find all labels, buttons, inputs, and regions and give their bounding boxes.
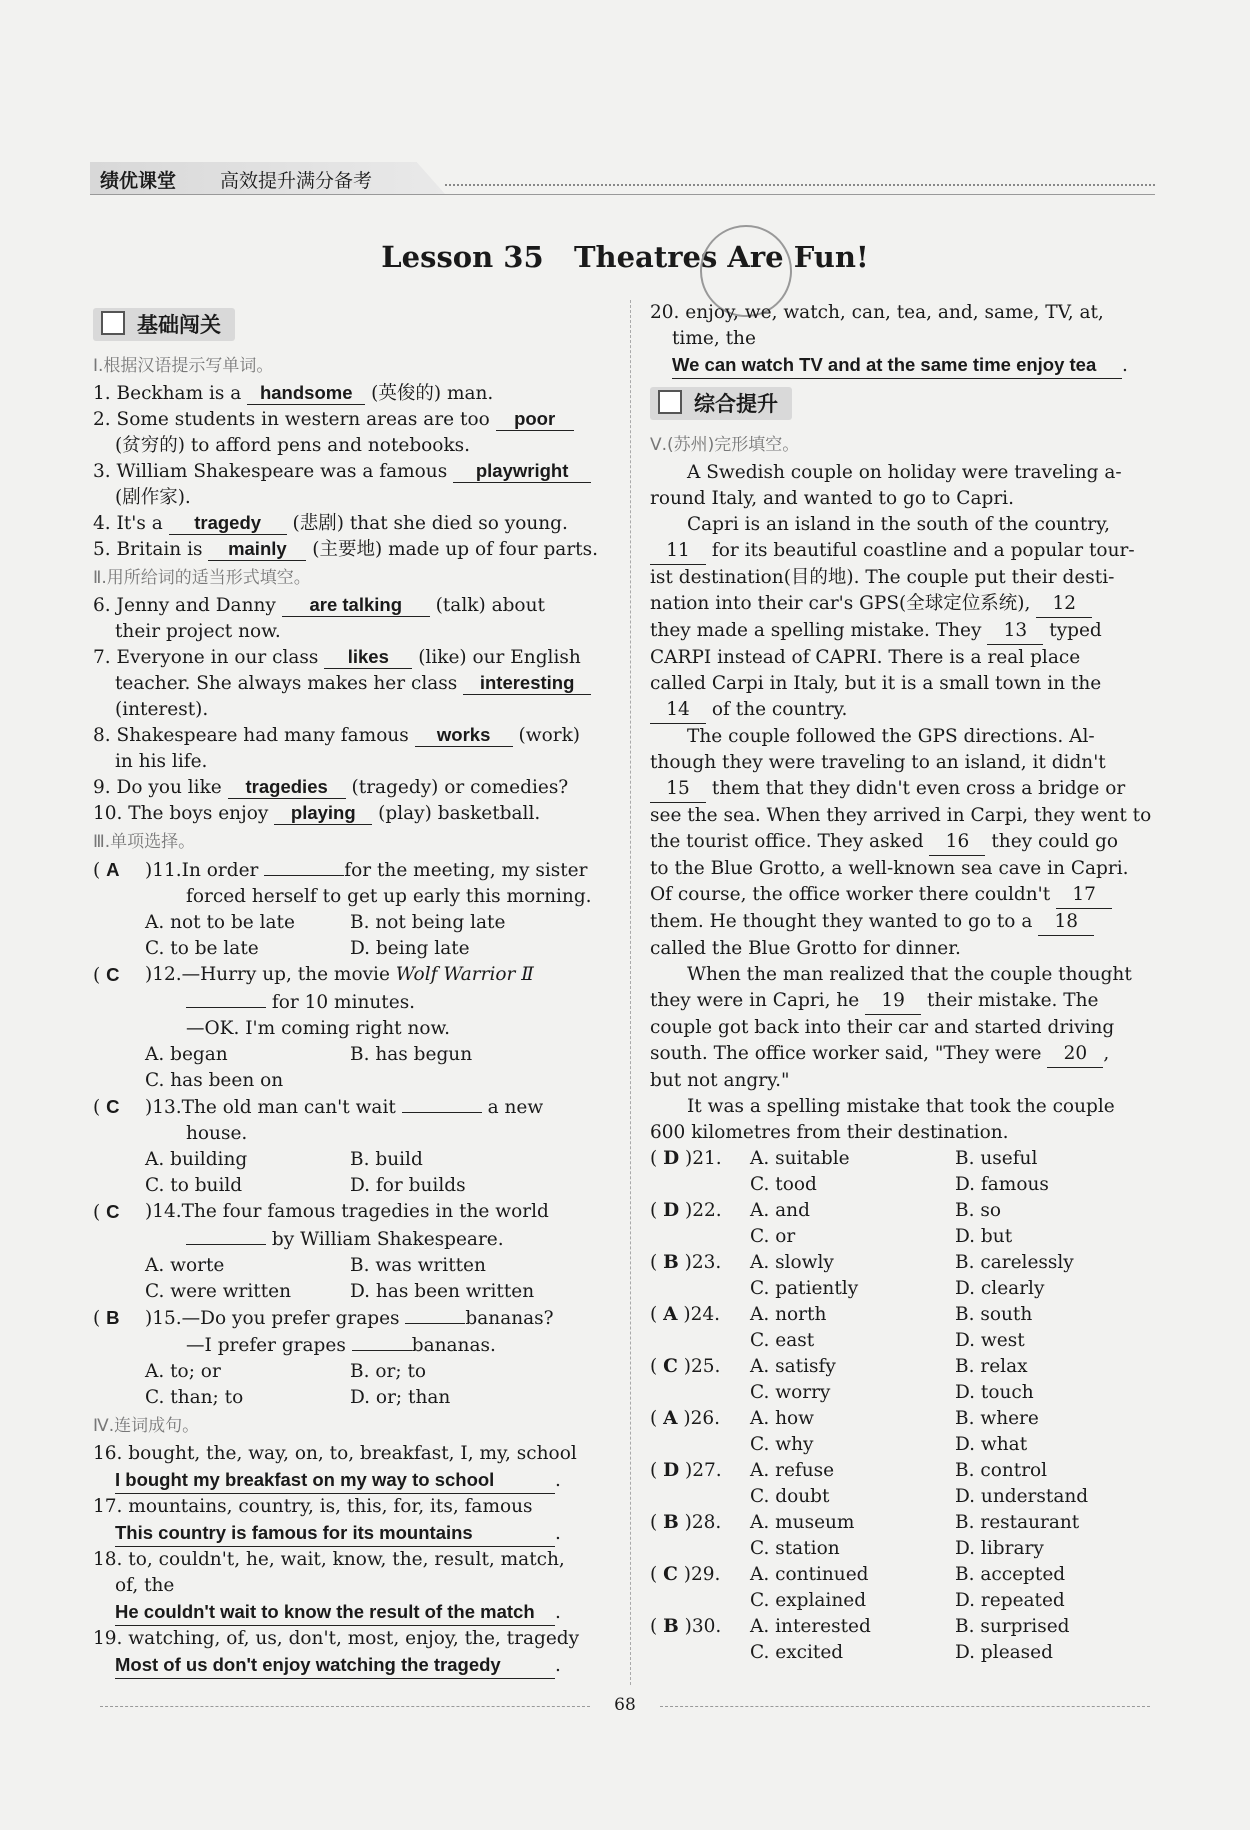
answer-7a[interactable]: likes [324,646,412,669]
option-14b[interactable]: B. was written [350,1255,486,1276]
mc-options-14 [93,1253,613,1305]
scramble-20-cont: time, the [672,328,756,349]
mc-question-14: ( C )14.The four famous tragedies in the world [93,1201,549,1223]
cloze-question-21: ( D )21. A. suitable B. useful [650,1148,1038,1169]
answer-10[interactable]: playing [274,802,372,825]
mc-question-15: ( B )15.—Do you prefer grapes bananas? [93,1307,554,1329]
cloze-question-30: ( B )30. A. interested B. surprised [650,1616,1070,1637]
cloze-options: ( D )21. A. suitable B. useful C. tood D. famous ( D )22. A. and B. so C. or D. but ( B )23. A. slowly B. carelessly C. patiently D. clearly ( A )24. A. north B. south C. east D. west ( C )25. A. satisfy B. relax C. worry D. touch ( A )26. A. how B. where C. why D. what ( D )27. A. refuse B. control C. doubt D. understand ( B )28. A. museum B. restaurant C. station D. library ( C )29. A. continued B. accepted C. explained D. repeated ( B )30. A. interested B. surprised C. excited D. pleased [650,1146,1160,1666]
option-13d[interactable]: D. for builds [350,1175,466,1196]
option-15d[interactable]: D. or; than [350,1387,451,1408]
answer-1[interactable]: handsome [247,382,365,405]
section-heading-4: Ⅳ.连词成句。 [93,1416,200,1436]
mc-answer-15: B [106,1307,120,1328]
answer-2[interactable]: poor [496,408,574,431]
question-8-cont: in his life. [115,751,208,772]
notebook-icon [101,311,125,335]
blank-14[interactable]: 14 [650,697,706,724]
option-12a[interactable]: A. began [145,1044,228,1065]
option-11d[interactable]: D. being late [350,938,470,959]
question-6-cont: their project now. [115,621,281,642]
scramble-18: 18. to, couldn't, he, wait, know, the, result, match, [93,1549,565,1570]
mc-question-12: ( C )12.—Hurry up, the movie Wolf Warrior Ⅱ [93,964,534,986]
option-11a[interactable]: A. not to be late [145,912,295,933]
lesson-title: Lesson 35 Theatres Are Fun! [381,240,869,274]
blank-17[interactable]: 17 [1056,882,1112,909]
answer-5[interactable]: mainly [208,538,306,561]
scramble-16: 16. bought, the, way, on, to, breakfast, I, my, school [93,1443,577,1464]
scramble-18-cont: of, the [115,1575,175,1596]
question-4: 4. It's a tragedy (悲剧) that she died so young. [93,512,568,534]
scramble-20-answer: We can watch TV and at the same time enjoy tea . [650,352,1160,379]
sentence-answer-20[interactable]: We can watch TV and at the same time enjoy tea [672,352,1122,379]
cloze-question-22: ( D )22. A. and B. so [650,1200,1001,1221]
header-brand: 绩优课堂 [100,170,177,192]
section-badge-basic: 基础闯关 [93,308,235,341]
section-heading-2: Ⅱ.用所给词的适当形式填空。 [93,568,311,588]
sentence-answer-19[interactable]: Most of us don't enjoy watching the tragedy [115,1652,555,1679]
cloze-question-29: ( C )29. A. continued B. accepted [650,1564,1066,1585]
column-divider [630,300,631,1685]
sentence-answer-16[interactable]: I bought my breakfast on my way to school [115,1467,555,1494]
option-14d[interactable]: D. has been written [350,1281,535,1302]
question-7-end: (interest). [115,699,209,720]
mc-options-11 [93,910,613,962]
option-15a[interactable]: A. to; or [145,1361,221,1382]
option-14c[interactable]: C. were written [145,1281,292,1302]
blank-20[interactable]: 20 [1047,1041,1103,1068]
question-2-cont: (贫穷的) to afford pens and notebooks. [115,435,471,456]
mc-question-13: ( C )13.The old man can't wait a new [93,1096,544,1118]
header-slogan: 高效提升满分备考 [220,170,373,192]
mc-question-11: ( A )11.In order for the meeting, my sister [93,859,588,881]
mc-options-15 [93,1359,613,1411]
mc-question-12-cont: for 10 minutes. [93,989,613,1016]
option-15b[interactable]: B. or; to [350,1361,427,1382]
answer-9[interactable]: tragedies [228,776,346,799]
option-13c[interactable]: C. to build [145,1175,243,1196]
question-8: 8. Shakespeare had many famous works (work) [93,724,580,746]
question-6: 6. Jenny and Danny are talking (talk) about [93,594,545,616]
answer-6[interactable]: are talking [282,594,430,617]
mc-answer-14: C [106,1201,120,1222]
header-underline [90,194,1155,195]
question-7-cont: teacher. She always makes her class interesting [93,671,613,697]
blank-13[interactable]: 13 [987,618,1043,645]
section-heading-1: Ⅰ.根据汉语提示写单词。 [93,356,274,376]
question-3-cont: (剧作家). [115,487,191,508]
mc-options-13 [93,1147,613,1199]
question-2: 2. Some students in western areas are too poor [93,407,613,433]
left-column [93,300,613,1679]
option-15c[interactable]: C. than; to [145,1387,244,1408]
option-14a[interactable]: A. worte [145,1255,225,1276]
scramble-17: 17. mountains, country, is, this, for, its, famous [93,1496,533,1517]
mc-answer-11: A [106,859,120,880]
mc-options-12 [93,1042,613,1094]
scramble-18-answer: He couldn't wait to know the result of the match . [93,1599,613,1626]
cloze-question-24: ( A )24. A. north B. south [650,1304,1033,1325]
mc-question-14-cont: by William Shakespeare. [93,1226,613,1253]
blank-15[interactable]: 15 [650,776,706,803]
blank-12[interactable]: 12 [1036,591,1092,618]
cloze-question-26: ( A )26. A. how B. where [650,1408,1039,1429]
question-1: 1. Beckham is a handsome (英俊的) man. [93,382,494,404]
section-badge-advanced: 综合提升 [650,387,792,420]
mc-question-12-reply: —OK. I'm coming right now. [186,1018,451,1039]
option-12b[interactable]: B. has begun [350,1044,473,1065]
question-10: 10. The boys enjoy playing (play) basketball. [93,802,541,824]
question-3: 3. William Shakespeare was a famous playwright [93,459,613,485]
answer-7b[interactable]: interesting [463,672,591,695]
option-13b[interactable]: B. build [350,1149,423,1170]
option-12c[interactable]: C. has been on [145,1070,284,1091]
mc-answer-12: C [106,964,120,985]
mc-answer-13: C [106,1096,120,1117]
scramble-16-answer: I bought my breakfast on my way to school . [93,1467,613,1494]
answer-8[interactable]: works [415,724,513,747]
scramble-17-answer: This country is famous for its mountains . [93,1520,613,1547]
question-9: 9. Do you like tragedies (tragedy) or comedies? [93,776,569,798]
cloze-passage: A Swedish couple on holiday were traveling a- round Italy, and wanted to go to Capri. Capri is an island in the south of the country, 11 for its beautiful coastline and a popular tour- ist destination(目的地). The couple put their desti- nation into their car's GPS(全球定位系统), 12 they made a spelling mistake. They 13 typed CARPI instead of CAPRI. There is a real place called Carpi in Italy, but it is a small town in the 14 of the country. The couple followed the GPS directions. Al- though they were traveling to an island, it didn't 15 them that they didn't even cross a bridge or see the sea. When they arrived in Carpi, they went to the tourist office. They asked 16 they could go to the Blue Grotto, a well-known sea cave in Capri. Of course, the office worker there couldn't 17 them. He thought they wanted to go to a 18 called the Blue Grotto for dinner. When the man realized that the couple thought they were in Capri, he 19 their mistake. The couple got back into their car and started driving south. The office worker said, "They were 20 , but not angry." It was a spelling mistake that took the couple 600 kilometres from their destination. [650,462,1152,1143]
cloze-question-23: ( B )23. A. slowly B. carelessly [650,1252,1074,1273]
notebook-icon [658,390,682,414]
answer-3[interactable]: playwright [453,460,591,483]
blank-19[interactable]: 19 [865,988,921,1015]
option-11c[interactable]: C. to be late [145,938,259,959]
mc-question-13-cont: house. [186,1123,248,1144]
right-column [650,300,1160,1666]
cloze-question-27: ( D )27. A. refuse B. control [650,1460,1048,1481]
sentence-answer-17[interactable]: This country is famous for its mountains [115,1520,555,1547]
question-7: 7. Everyone in our class likes (like) our English [93,646,581,668]
blank-18[interactable]: 18 [1038,909,1094,936]
question-5: 5. Britain is mainly (主要地) made up of four parts. [93,538,598,560]
mc-question-15-reply: —I prefer grapes bananas. [93,1332,613,1359]
scramble-20: 20. enjoy, we, watch, can, tea, and, same, TV, at, [650,302,1104,323]
scramble-19-answer: Most of us don't enjoy watching the tragedy . [93,1652,613,1679]
section-heading-3: Ⅲ.单项选择。 [93,832,196,852]
answer-4[interactable]: tragedy [169,512,287,535]
cloze-question-25: ( C )25. A. satisfy B. relax [650,1356,1028,1377]
option-11b[interactable]: B. not being late [350,912,506,933]
header-divider [445,184,1155,186]
page-number: 68 [614,1695,636,1715]
blank-11[interactable]: 11 [650,538,706,565]
option-13a[interactable]: A. building [145,1149,248,1170]
mc-question-11-cont: forced herself to get up early this morning. [186,886,592,907]
scramble-19: 19. watching, of, us, don't, most, enjoy, the, tragedy [93,1628,580,1649]
cloze-question-28: ( B )28. A. museum B. restaurant [650,1512,1080,1533]
section-heading-5: Ⅴ.(苏州)完形填空。 [650,435,800,455]
sentence-answer-18[interactable]: He couldn't wait to know the result of the match [115,1599,555,1626]
blank-16[interactable]: 16 [929,829,985,856]
